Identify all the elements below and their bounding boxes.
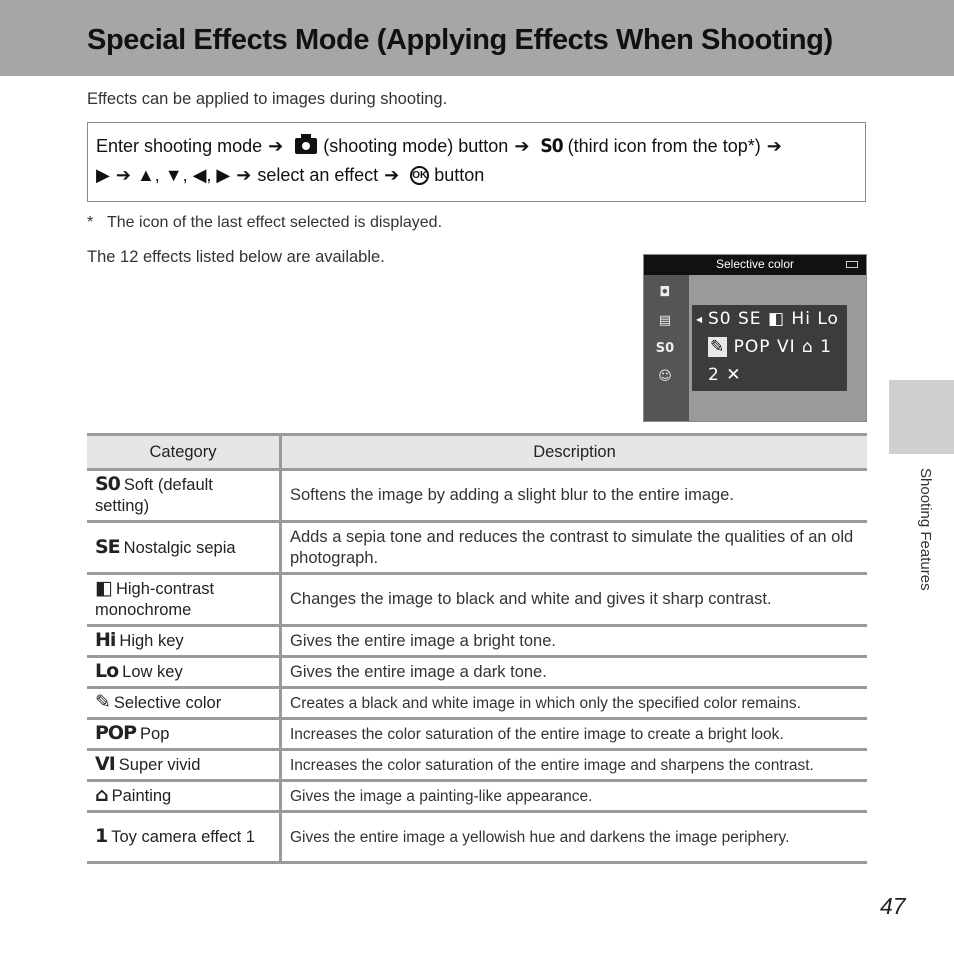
description-cell: Creates a black and white image in which only the specified color remains. xyxy=(281,688,868,719)
super-vivid-icon: VI xyxy=(95,753,115,775)
arrow-icon: ➔ xyxy=(384,165,400,185)
effect-menu-row-2-rest: POP VI ⌂ 1 xyxy=(733,337,833,357)
arrow-icon: ➔ xyxy=(115,165,131,185)
selective-color-icon: ✎ xyxy=(710,337,726,357)
multi-selector-right-icon: ▶ xyxy=(96,165,110,185)
description-cell: Softens the image by adding a slight blur to the entire image. xyxy=(281,470,868,522)
description-cell: Gives the entire image a yellowish hue and darkens the image periphery. xyxy=(281,812,868,863)
category-label: High-contrast monochrome xyxy=(95,580,215,619)
description-cell: Gives the entire image a bright tone. xyxy=(281,626,868,657)
page-title: Special Effects Mode (Applying Effects When Shooting) xyxy=(87,24,833,56)
title-banner xyxy=(0,0,954,76)
effect-menu-row-2 xyxy=(708,337,832,357)
category-label: Toy camera effect 1 xyxy=(111,828,255,846)
description-cell: Increases the color saturation of the entire image to create a bright look. xyxy=(281,719,868,750)
screen-top-bar xyxy=(644,255,866,275)
table-row xyxy=(87,657,867,688)
procedure-text-2: (shooting mode) button xyxy=(323,135,509,156)
category-cell xyxy=(87,574,281,626)
table-row xyxy=(87,750,867,781)
category-cell xyxy=(87,470,281,522)
screen-title: Selective color xyxy=(715,257,795,271)
effect-menu xyxy=(692,305,847,391)
special-effects-icon: S0 xyxy=(655,341,675,356)
procedure-line-1 xyxy=(96,135,788,157)
category-label: Soft (default setting) xyxy=(95,476,213,515)
battery-icon xyxy=(846,261,858,268)
category-cell xyxy=(87,688,281,719)
table-row xyxy=(87,522,867,574)
scene-icon: ▤ xyxy=(658,313,672,328)
effects-table xyxy=(87,433,867,864)
page-number: 47 xyxy=(880,893,906,919)
category-label: Super vivid xyxy=(118,756,201,774)
category-cell xyxy=(87,626,281,657)
chapter-label-text: Shooting Features xyxy=(917,468,934,591)
camera-icon: ◘ xyxy=(659,285,671,300)
chapter-label xyxy=(918,468,938,628)
table-row xyxy=(87,812,867,863)
table-header-row xyxy=(87,435,867,470)
painting-icon: ⌂ xyxy=(95,784,108,806)
category-label: Selective color xyxy=(113,694,222,712)
procedure-box xyxy=(87,122,866,202)
low-key-icon: Lo xyxy=(95,660,119,682)
category-cell xyxy=(87,719,281,750)
intro-text: Effects can be applied to images during shooting. xyxy=(87,90,448,108)
arrow-icon: ➔ xyxy=(236,165,252,185)
footnote-text: The icon of the last effect selected is displayed. xyxy=(107,214,443,231)
arrow-icon: ➔ xyxy=(514,135,530,156)
screen-side-icons xyxy=(644,275,689,421)
description-cell: Gives the entire image a dark tone. xyxy=(281,657,868,688)
footnote-mark: * xyxy=(87,214,94,231)
description-cell: Increases the color saturation of the entire image and sharpens the contrast. xyxy=(281,750,868,781)
category-cell xyxy=(87,657,281,688)
effect-menu-row-1: S0 SE ◧ Hi Lo xyxy=(708,309,839,329)
table-row xyxy=(87,626,867,657)
table-row xyxy=(87,688,867,719)
table-row xyxy=(87,719,867,750)
category-label: Painting xyxy=(111,787,172,805)
table-row xyxy=(87,470,867,522)
procedure-text-1: Enter shooting mode xyxy=(96,135,263,156)
description-cell: Changes the image to black and white and gives it sharp contrast. xyxy=(281,574,868,626)
available-text: The 12 effects listed below are available. xyxy=(87,248,385,266)
procedure-text-3: (third icon from the top*) xyxy=(567,135,761,156)
category-label: Pop xyxy=(140,725,170,743)
table-row xyxy=(87,781,867,812)
arrow-icon: ➔ xyxy=(268,135,284,156)
arrow-icon: ➔ xyxy=(766,135,782,156)
camera-screen-illustration xyxy=(643,254,867,422)
procedure-text-5: button xyxy=(434,165,485,185)
category-cell xyxy=(87,750,281,781)
description-cell: Gives the image a painting-like appearance. xyxy=(281,781,868,812)
camera-icon xyxy=(295,138,317,154)
category-label: High key xyxy=(119,632,184,650)
soft-icon: S0 xyxy=(95,473,120,495)
toy-camera-1-icon: 1 xyxy=(95,825,108,847)
ok-button-icon: OK xyxy=(410,166,429,185)
category-header: Category xyxy=(87,435,281,470)
screen-main-area xyxy=(689,275,866,421)
soft-effect-icon: S0 xyxy=(540,135,563,157)
left-arrow-icon: ◀ xyxy=(696,315,703,324)
description-cell: Adds a sepia tone and reduces the contrast to simulate the qualities of an old photograph. xyxy=(281,522,868,574)
description-header: Description xyxy=(281,435,868,470)
effect-menu-row-3: 2 ✕ xyxy=(708,365,742,385)
smart-portrait-icon: ☺ xyxy=(658,369,672,384)
high-contrast-monochrome-icon: ◧ xyxy=(95,577,112,599)
nostalgic-sepia-icon: SE xyxy=(95,535,120,558)
procedure-line-2 xyxy=(96,165,484,186)
pop-icon: POP xyxy=(95,722,137,744)
procedure-text-4: select an effect xyxy=(257,165,379,185)
footnote xyxy=(87,214,442,232)
high-key-icon: Hi xyxy=(95,629,116,651)
selective-color-icon: ✎ xyxy=(95,691,110,713)
table-row xyxy=(87,574,867,626)
chapter-tab xyxy=(889,380,954,454)
multi-selector-direction-icons: ▲, ▼, ◀, ▶ xyxy=(136,165,231,185)
category-cell xyxy=(87,522,281,574)
category-cell xyxy=(87,781,281,812)
category-cell xyxy=(87,812,281,863)
category-label: Low key xyxy=(122,663,183,681)
category-label: Nostalgic sepia xyxy=(123,538,236,557)
